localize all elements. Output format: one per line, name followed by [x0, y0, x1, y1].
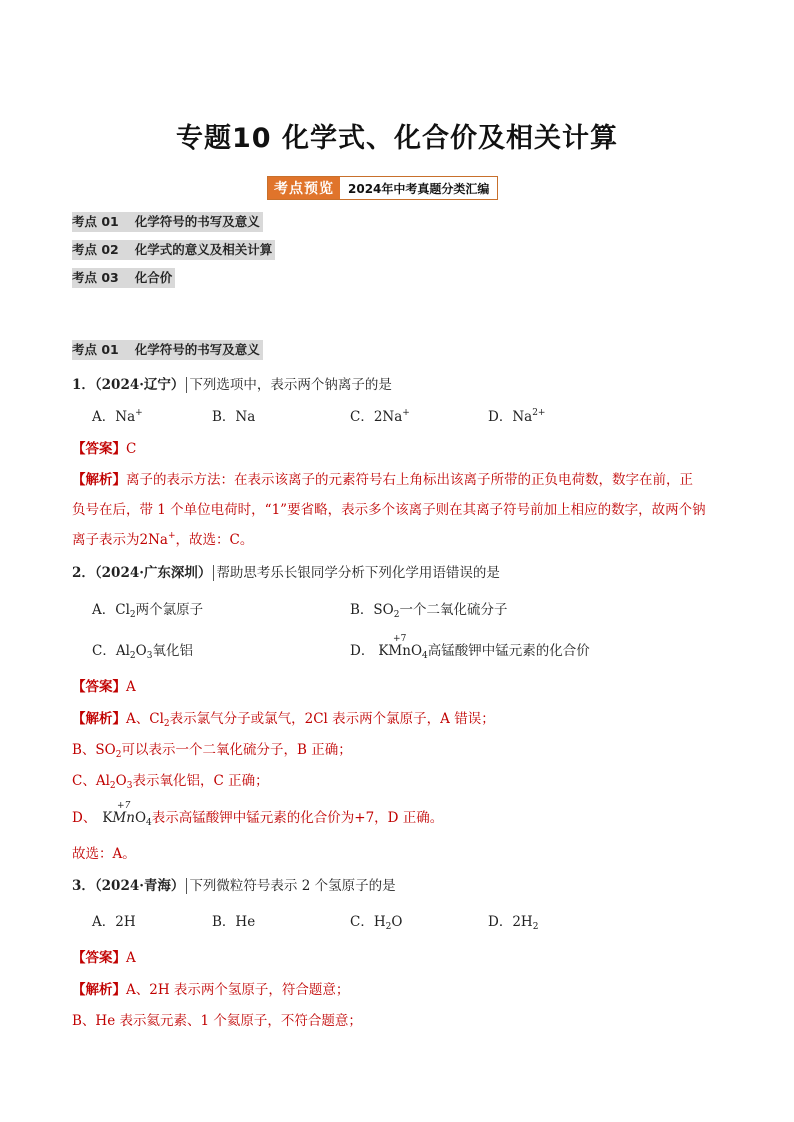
preview-badge [267, 176, 498, 200]
question-2-stem: 2．（2024·广东深圳） 帮助思考乐长银同学分析下列化学用语错误的是 [72, 565, 500, 581]
q1-analysis-line-1: 【解析】离子的表示方法：在表示该离子的元素符号右上角标出该离子所带的正负电荷数，数字在前，正 [72, 472, 693, 488]
q3-analysis-line-b: B、He 表示氦元素、1 个氦原子，不符合题意； [72, 1013, 362, 1029]
q2-option-b: B．$SO_2$一个二氧化硫分子 [350, 602, 508, 620]
q3-answer: 【答案】A [72, 950, 136, 966]
q2-option-d: D． K +7 MnO$_4$高锰酸钾中锰元素的化合价 [350, 634, 590, 661]
q1-option-b: B．Na [212, 409, 256, 425]
q1-option-c: C．2Na+ [350, 408, 410, 425]
toc-item[interactable]: 考点 02 化学式的意义及相关计算 [72, 240, 275, 260]
badge-tag: 考点预览 [268, 177, 340, 199]
q3-option-d: D．$2H_2$ [488, 914, 539, 932]
toc-item[interactable]: 考点 03 化合价 [72, 268, 175, 288]
q1-analysis-line-3: 离子表示为2Na+，故选：C。 [72, 531, 254, 548]
q2-option-a: A．$Cl_2$两个氯原子 [92, 602, 204, 620]
q1-analysis-line-2: 负号在后，带 1 个单位电荷时，“1”要省略，表示多个该离子则在其离子符号前加上相应的数字，故两个钠 [72, 502, 706, 518]
q3-analysis-line-a: 【解析】A、2H 表示两个氢原子，符合题意； [72, 982, 350, 998]
q2-option-c: C．$Al_2O_3$氧化铝 [92, 643, 193, 661]
q2-analysis-line-c: C、$Al_2O_3$表示氧化铝，C 正确； [72, 773, 269, 791]
toc-item[interactable]: 考点 01 化学符号的书写及意义 [72, 212, 263, 232]
question-3-stem: 3．（2024·青海） 下列微粒符号表示 2 个氢原子的是 [72, 878, 396, 894]
q3-option-c: C．$H_2O$ [350, 914, 403, 932]
q1-option-a: A．Na+ [92, 408, 143, 425]
table-of-contents [72, 212, 275, 296]
q2-analysis-line-b: B、$SO_2$可以表示一个二氧化硫分子，B 正确； [72, 742, 352, 760]
badge-text: 2024年中考真题分类汇编 [348, 181, 490, 196]
q2-conclusion: 故选：A。 [72, 846, 136, 862]
question-1-stem: 1．（2024·辽宁） 下列选项中，表示两个钠离子的是 [72, 377, 392, 393]
q2-analysis-line-a: 【解析】A、$Cl_2$表示氯气分子或氯气，2Cl 表示两个氯原子，A 错误； [72, 711, 495, 729]
q3-option-a: A．2H [92, 914, 136, 930]
q2-answer: 【答案】A [72, 679, 136, 695]
page-title: 专题10 化学式、化合价及相关计算 [176, 123, 618, 154]
section-heading: 考点 01 化学符号的书写及意义 [72, 340, 263, 360]
q3-option-b: B．He [212, 914, 256, 930]
q2-analysis-line-d: D、 K +7 MnO$_4$表示高锰酸钾中锰元素的化合价为+7，D 正确。 [72, 801, 444, 828]
q1-answer: 【答案】C [72, 441, 137, 457]
q1-option-d: D．$Na^{2+}$ [488, 408, 546, 425]
